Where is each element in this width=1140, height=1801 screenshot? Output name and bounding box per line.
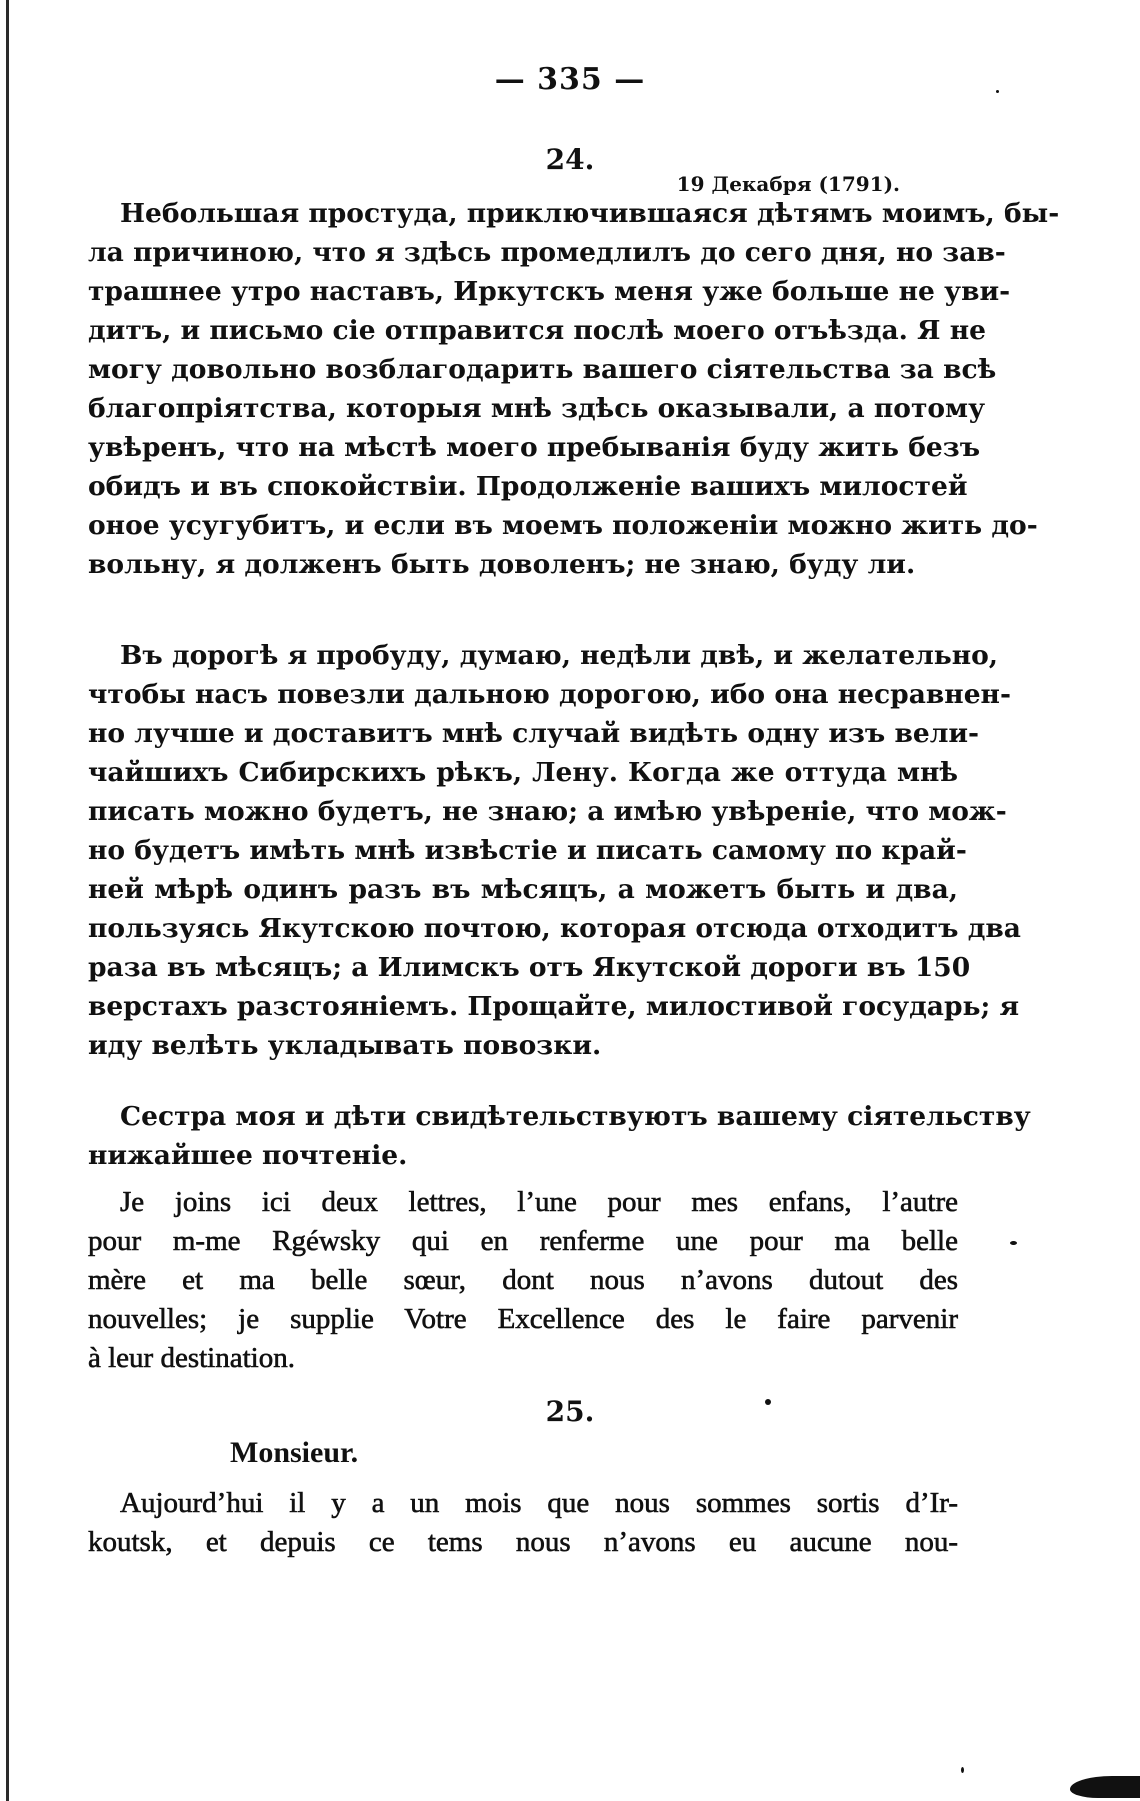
ink-blot	[1070, 1776, 1140, 1798]
text-line: верстахъ разстояніемъ. Прощайте, милостивой государь; я	[88, 991, 1020, 1022]
text-line: иду велѣть укладывать повозки.	[88, 1030, 602, 1061]
letter-24-paragraph-2	[88, 636, 1021, 1065]
text-line: ла причиною, что я здѣсь промедлилъ до сего дня, но зав-	[88, 237, 1006, 268]
print-speck	[961, 1767, 964, 1773]
text-line: mère et ma belle sœur, dont nous n’avons dutout des	[88, 1264, 958, 1296]
text-line: пользуясь Якутскою почтою, которая отсюда отходитъ два	[88, 913, 1021, 944]
text-line: вольну, я долженъ быть доволенъ; не знаю, буду ли.	[88, 549, 916, 580]
letter-24-paragraph-1	[88, 194, 1060, 584]
text-line: à leur destination.	[88, 1342, 295, 1374]
print-speck	[765, 1399, 771, 1405]
text-line: оное усугубитъ, и если въ моемъ положеніи можно жить до-	[88, 510, 1038, 541]
text-line: Въ дорогѣ я пробуду, думаю, недѣли двѣ, и желательно,	[120, 640, 999, 671]
text-line: Небольшая простуда, приключившаяся дѣтямъ моимъ, бы-	[120, 198, 1060, 229]
text-line: увѣренъ, что на мѣстѣ моего пребыванія буду жить безъ	[88, 432, 981, 463]
letter-24-paragraph-3	[88, 1097, 1031, 1175]
page-number-header: — 335 —	[494, 62, 646, 97]
text-line: Сестра моя и дѣти свидѣтельствуютъ вашему сіятельству	[120, 1101, 1031, 1132]
text-line: pour m-me Rgéwsky qui en renferme une pour ma belle	[88, 1225, 958, 1257]
print-speck	[1010, 1241, 1017, 1245]
letter-24-number: 24.	[545, 143, 595, 176]
text-line: благопріятства, которыя мнѣ здѣсь оказывали, а потому	[88, 393, 986, 424]
letter-24-date: 19 Декабря (1791).	[676, 172, 900, 196]
letter-25-salutation: Monsieur.	[230, 1436, 359, 1469]
letter-25-number: 25.	[545, 1395, 595, 1428]
text-line: ней мѣрѣ одинъ разъ въ мѣсяцъ, а можетъ быть и два,	[88, 874, 958, 905]
text-line: писать можно будетъ, не знаю; а имѣю увѣреніе, что мож-	[88, 796, 1007, 827]
text-line: нижайшее почтеніе.	[88, 1140, 408, 1171]
page-binding-edge	[6, 0, 9, 1801]
text-line: Je joins ici deux lettres, l’une pour mes enfans, l’autre	[120, 1186, 958, 1218]
text-line: трашнее утро наставъ, Иркутскъ меня уже больше не уви-	[88, 276, 1011, 307]
text-line: Aujourd’hui il y a un mois que nous sommes sortis d’Ir-	[120, 1487, 958, 1519]
text-line: обидъ и въ спокойствіи. Продолженіе вашихъ милостей	[88, 471, 968, 502]
text-line: дитъ, и письмо сіе отправится послѣ моего отъѣзда. Я не	[88, 315, 986, 346]
text-line: могу довольно возблагодарить вашего сіятельства за всѣ	[88, 354, 997, 385]
text-line: раза въ мѣсяцъ; а Илимскъ отъ Якутской дороги въ 150	[88, 952, 971, 983]
text-line: но лучше и доставитъ мнѣ случай видѣть одну изъ вели-	[88, 718, 980, 749]
letter-24-paragraph-4	[88, 1183, 958, 1378]
text-line: чайшихъ Сибирскихъ рѣкъ, Лену. Когда же оттуда мнѣ	[88, 757, 958, 788]
letter-25-paragraph-1	[88, 1484, 958, 1562]
print-speck	[996, 90, 999, 93]
text-line: чтобы насъ повезли дальною дорогою, ибо она несравнен-	[88, 679, 1011, 710]
text-line: но будетъ имѣть мнѣ извѣстіе и писать самому по край-	[88, 835, 967, 866]
text-line: koutsk, et depuis ce tems nous n’avons eu aucune nou-	[88, 1526, 958, 1558]
text-line: nouvelles; je supplie Votre Excellence des le faire parvenir	[88, 1303, 958, 1335]
